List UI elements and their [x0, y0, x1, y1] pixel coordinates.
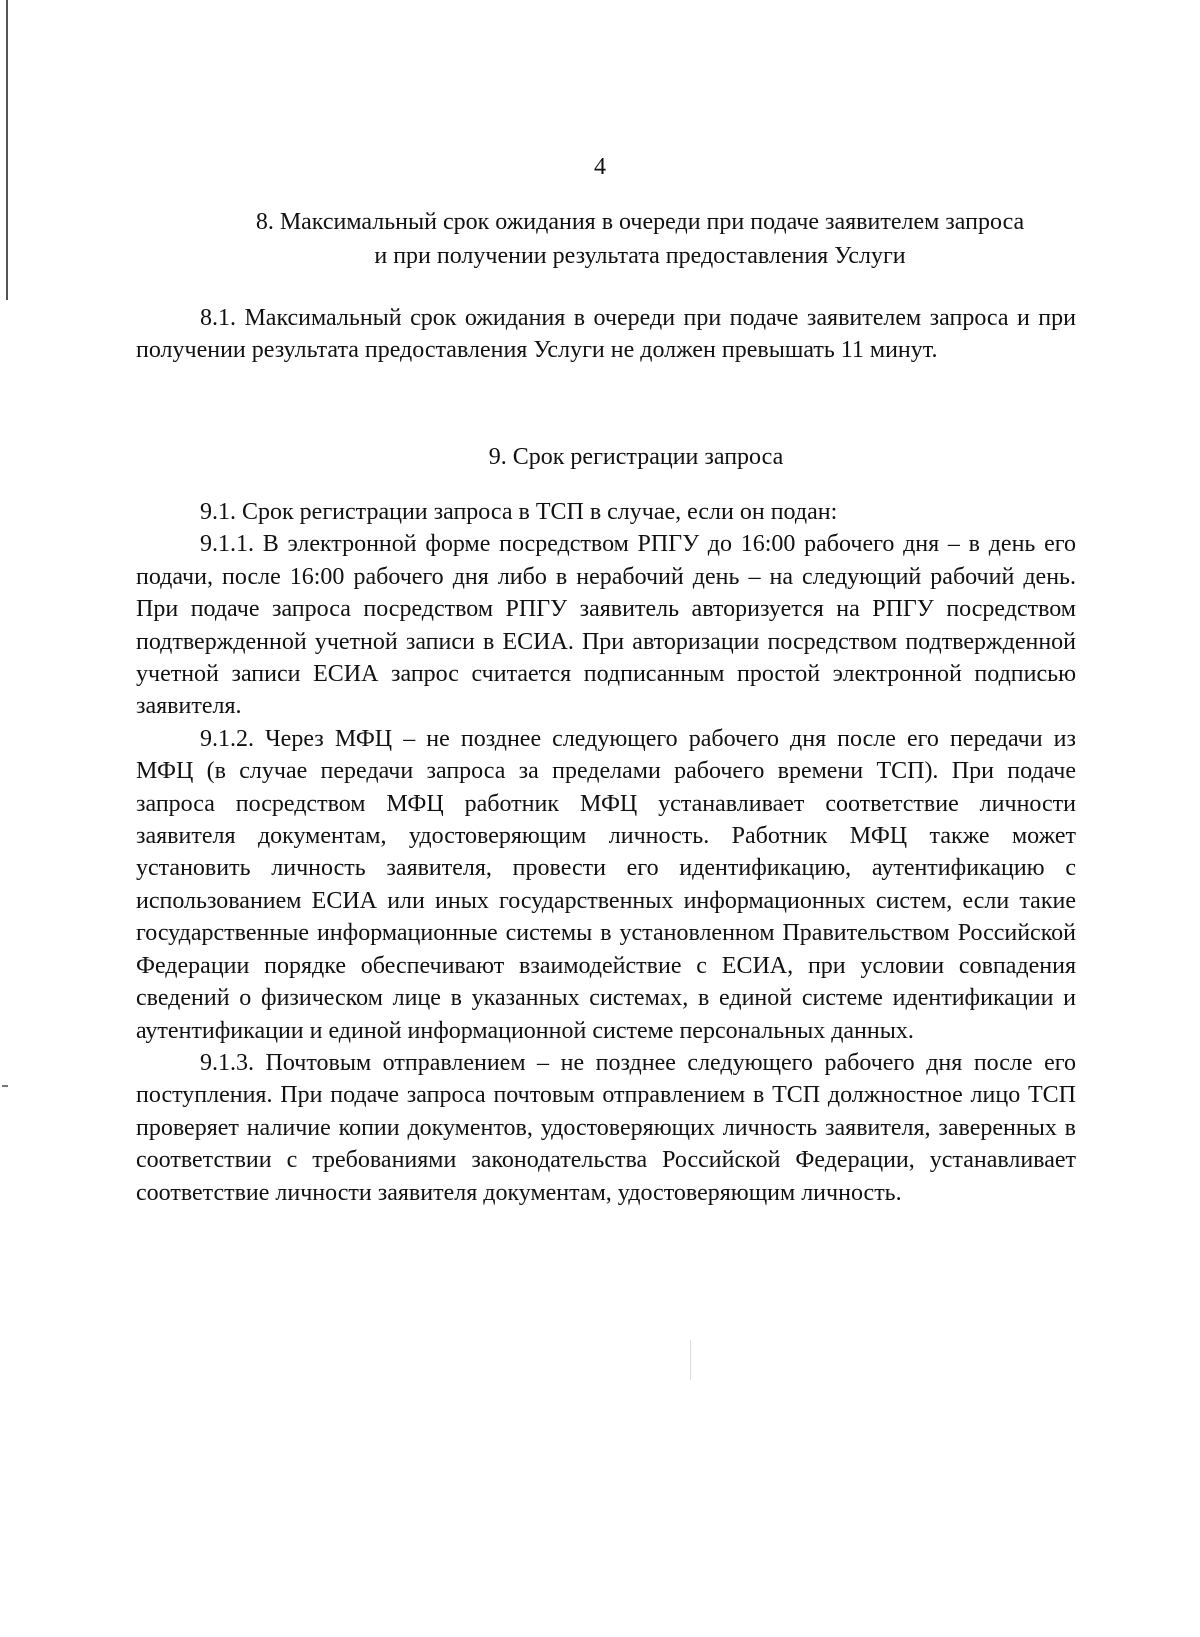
section-9-heading: 9. Срок регистрации запроса — [488, 444, 784, 470]
paragraph-9-1-2: 9.1.2. Через МФЦ – не позднее следующего рабочего дня после его передачи из МФЦ (в случае передачи запроса за пределами рабочего времени ТСП). При подаче запроса посредством МФЦ работник МФЦ устанавливает соответствие личности заявителя документам, удостоверяющим личность. Работник МФЦ также может установить личность заявителя, провести его идентификацию, аутентификацию с использованием ЕСИА или иных государственных информационных систем, если такие государственные информационные системы в установленном Правительством Российской Федерации порядке обеспечивают взаимодействие с ЕСИА, при условии совпадения сведений о физическом лице в указанных системах, в единой системе идентификации и аутентификации и единой информационной системе персональных данных. — [136, 725, 1076, 1044]
section-8-body — [136, 302, 1076, 367]
paragraph-9-1-1: 9.1.1. В электронной форме посредством РПГУ до 16:00 рабочего дня – в день его подачи, после 16:00 рабочего дня либо в нерабочий день – на следующий рабочий день. При подаче запроса посредством РПГУ заявитель авторизуется на РПГУ посредством подтвержденной учетной записи в ЕСИА. При авторизации посредством подтвержденной учетной записи ЕСИА запрос считается подписанным простой электронной подписью заявителя. — [136, 531, 1076, 720]
scan-artifact-line — [690, 1340, 691, 1380]
section-8-heading-line2: и при получении результата предоставления Услуги — [374, 243, 906, 269]
scan-tick-mark — [2, 1085, 8, 1087]
section-9-body — [136, 496, 1076, 1209]
section-8-heading-line1: 8. Максимальный срок ожидания в очереди при подаче заявителем запроса — [255, 209, 1025, 235]
scan-edge-mark — [6, 0, 8, 300]
section-8-heading — [200, 205, 1080, 273]
paragraph-9-1: 9.1. Срок регистрации запроса в ТСП в случае, если он подан: — [200, 499, 838, 525]
paragraph-9-1-3: 9.1.3. Почтовым отправлением – не позднее следующего рабочего дня после его поступления. При подаче запроса почтовым отправлением в ТСП должностное лицо ТСП проверяет наличие копии документов, удостоверяющих личность заявителя, заверенных в соответствии с требованиями законодательства Российской Федерации, устанавливает соответствие личности заявителя документам, удостоверяющим личность. — [136, 1049, 1076, 1206]
paragraph-8-1: 8.1. Максимальный срок ожидания в очереди при подаче заявителем запроса и при получении результата предоставления Услуги не должен превышать 11 минут. — [136, 305, 1076, 364]
page-number: 4 — [594, 154, 606, 180]
